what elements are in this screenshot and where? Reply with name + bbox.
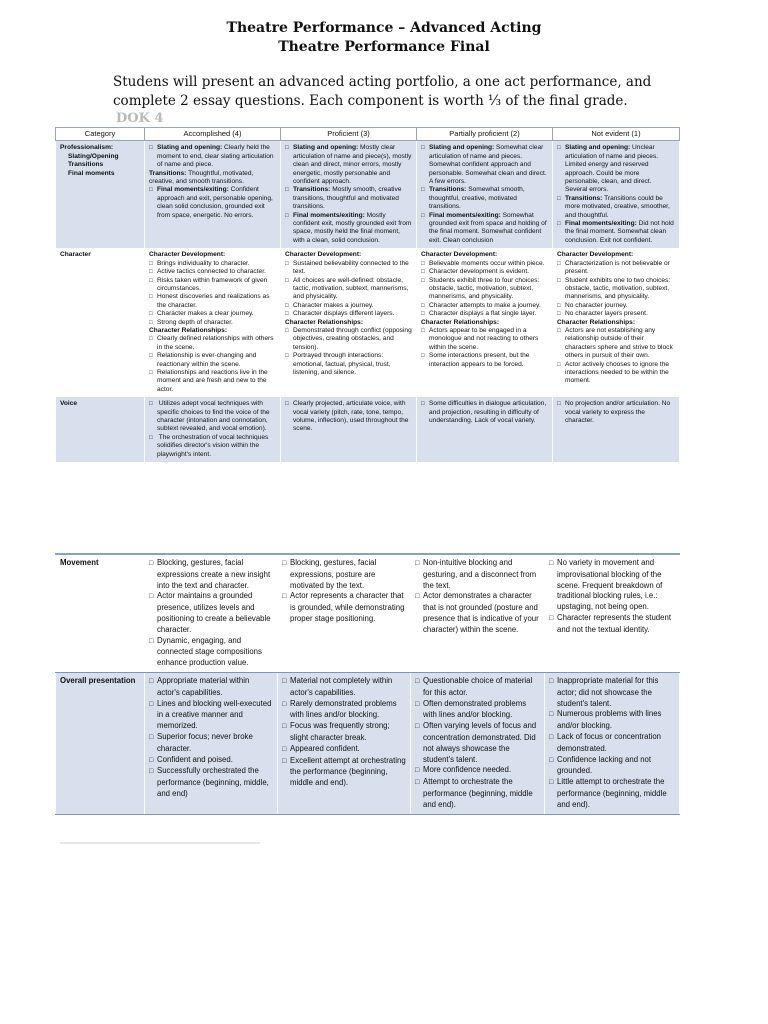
criterion-text: Active tactics connected to character. bbox=[157, 268, 266, 276]
criteria-cell bbox=[417, 248, 553, 397]
criterion-item bbox=[285, 144, 412, 186]
criteria-cell bbox=[145, 397, 281, 462]
criterion-item bbox=[415, 591, 540, 635]
criterion-text: Inappropriate material for this actor; did not showcase the student's talent. bbox=[557, 675, 659, 708]
criterion-item bbox=[149, 400, 276, 434]
criterion-item bbox=[421, 327, 548, 352]
criterion-item bbox=[415, 721, 540, 765]
criterion-item bbox=[549, 709, 675, 732]
category-cell bbox=[56, 248, 145, 397]
criterion-text: Actors are not establishing any relationship outside of their characters sphere and strive to block others in pursuit of their own. bbox=[565, 326, 673, 360]
criterion-text: Rarely demonstrated problems with lines and/or blocking. bbox=[290, 698, 397, 720]
criterion-item bbox=[549, 755, 675, 778]
criteria-cell bbox=[553, 248, 680, 397]
criterion-label: Slating and opening: bbox=[157, 144, 223, 152]
criterion-item bbox=[282, 721, 406, 744]
criterion-item bbox=[557, 327, 675, 361]
criterion-text: Confidence lacking and not grounded. bbox=[557, 754, 652, 776]
criterion-text: Somewhat smooth, thoughtful, creative, motivated transitions. bbox=[429, 186, 525, 211]
criterion-item bbox=[421, 144, 548, 186]
criterion-text: Somewhat clear articulation of name and pieces. Somewhat confident approach and personable. Somewhat clean and direct. A few errors. bbox=[429, 144, 547, 186]
criteria-cell bbox=[545, 554, 680, 672]
criterion-item bbox=[149, 170, 276, 187]
criterion-label: Final moments/exiting: bbox=[565, 220, 637, 228]
criterion-heading: Character Development: bbox=[285, 251, 362, 259]
criterion-item bbox=[282, 676, 406, 699]
criterion-text: Students exhibit three to four choices: obstacle, tactic, motivation, subtext, mannerisms, and physicality. bbox=[429, 276, 540, 301]
criterion-item bbox=[149, 268, 276, 276]
criterion-item bbox=[285, 400, 412, 434]
criterion-item bbox=[557, 260, 675, 277]
criterion-text: Actors appear to be engaged in a monologue and not reacting to others within the scene. bbox=[429, 326, 539, 351]
criterion-item bbox=[549, 777, 675, 810]
criterion-item bbox=[285, 212, 412, 246]
criterion-item bbox=[282, 744, 406, 756]
rubric-header-row bbox=[56, 128, 680, 141]
header-category: Category bbox=[56, 128, 145, 141]
criterion-text: Clearly defined relationships with others in the scene. bbox=[157, 335, 274, 351]
criterion-item bbox=[421, 302, 548, 310]
criterion-text: Somewhat grounded exit from space and holding of the final moment. Somewhat confident exit. Clean conclusion bbox=[429, 211, 547, 244]
criterion-text: Some interactions present, but the interaction appears to be forced. bbox=[429, 352, 530, 368]
header-proficient: Proficient (3) bbox=[281, 128, 417, 141]
criterion-item bbox=[149, 699, 273, 732]
criterion-text: Lines and blocking well-executed in a creative manner and memorized. bbox=[157, 698, 272, 731]
criterion-label: Transitions: bbox=[429, 186, 467, 194]
criterion-text: Clearly projected, articulate voice, with vocal variety (pitch, rate, tone, tempo, volume, inflection), used throughout the scene. bbox=[293, 400, 409, 433]
criterion-heading: Character Relationships: bbox=[285, 318, 364, 326]
criterion-label: Transitions: bbox=[149, 169, 187, 177]
criterion-text: Brings individuality to character. bbox=[157, 259, 250, 267]
criterion-item bbox=[149, 319, 276, 327]
criterion-text: Confident and poised. bbox=[157, 754, 233, 764]
rubric-table-lower bbox=[55, 553, 680, 815]
criterion-item bbox=[149, 558, 273, 591]
criterion-label: Slating and opening: bbox=[565, 144, 631, 152]
criterion-item bbox=[421, 268, 548, 276]
criterion-text: Successfully orchestrated the performance (beginning, middle, and end) bbox=[157, 766, 269, 798]
criterion-text: Dynamic, engaging, and connected stage compositions enhance production value. bbox=[157, 635, 262, 668]
criterion-item bbox=[282, 591, 406, 624]
criterion-text: Questionable choice of material for this actor. bbox=[423, 675, 533, 697]
criterion-text: Confident approach and exit, personable opening, clean solid conclusion, grounded exit from space, energetic. No errors. bbox=[157, 186, 273, 219]
criterion-item bbox=[149, 636, 273, 669]
criterion-label: Final moments/exiting: bbox=[293, 211, 365, 219]
criterion-text: Sustained believability connected to the text. bbox=[293, 259, 409, 276]
criteria-cell bbox=[553, 397, 680, 462]
criterion-item bbox=[149, 335, 276, 352]
criteria-cell bbox=[281, 248, 417, 397]
criterion-label: Final moments/exiting: bbox=[429, 211, 501, 219]
criteria-cell bbox=[145, 248, 281, 397]
criterion-text: Did not hold the final moment. Somewhat clean conclusion. Exit not confident. bbox=[565, 220, 674, 244]
category-cell bbox=[56, 141, 145, 248]
criterion-item bbox=[149, 676, 273, 699]
criterion-item bbox=[557, 302, 675, 310]
criterion-item bbox=[415, 699, 540, 722]
criteria-cell bbox=[145, 672, 278, 814]
rubric-row bbox=[56, 248, 680, 397]
criterion-item bbox=[557, 195, 675, 220]
criterion-text: Clearly held the moment to end, clear slating articulation of name and piece. bbox=[157, 144, 274, 169]
criterion-text: Strong depth of character. bbox=[157, 318, 233, 326]
criterion-text: Little attempt to orchestrate the performance (beginning, middle and end). bbox=[557, 777, 667, 809]
criterion-item bbox=[149, 591, 273, 635]
criterion-text: Actor represents a character that is grounded, while demonstrating proper stage positioning. bbox=[290, 591, 405, 623]
criterion-text: Mostly smooth, creative transitions, thoughtful and motivated transitions. bbox=[293, 186, 402, 211]
criteria-cell bbox=[145, 554, 278, 672]
criterion-text: Portrayed through interactions: emotional, factual, physical, trust, listening, and silence. bbox=[293, 352, 391, 376]
criterion-text: No variety in movement and improvisational blocking of the scene. Frequent breakdown of traditional blocking rules, i.e.: upstaging, not being open. bbox=[557, 558, 663, 612]
criterion-text: Often demonstrated problems with lines and/or blocking. bbox=[423, 698, 527, 720]
criterion-label: Slating and opening: bbox=[293, 144, 359, 152]
criterion-text: More confidence needed. bbox=[423, 765, 511, 775]
header-accomplished: Accomplished (4) bbox=[145, 128, 281, 141]
criterion-item bbox=[421, 277, 548, 302]
criteria-cell bbox=[281, 141, 417, 248]
criterion-item bbox=[421, 186, 548, 211]
rubric-row bbox=[56, 672, 680, 814]
criterion-text: Blocking, gestures, facial expressions create a new insight into the text and character. bbox=[157, 558, 271, 590]
criterion-item bbox=[285, 310, 412, 318]
rubric-row bbox=[56, 141, 680, 248]
criterion-text: Excellent attempt at orchestrating the performance (beginning, middle and end). bbox=[290, 755, 406, 788]
criterion-item bbox=[149, 144, 276, 169]
criterion-item bbox=[549, 558, 675, 613]
criterion-text: Unclear articulation of name and pieces. Limited energy and reserved approach. Could be more personable, clean, and direct. Several errors. bbox=[565, 144, 659, 194]
criterion-item bbox=[421, 310, 548, 318]
subcategory-label: Final moments bbox=[68, 169, 115, 177]
criterion-text: Thoughtful, motivated, creative, and smooth transitions. bbox=[149, 169, 254, 186]
criteria-cell bbox=[417, 397, 553, 462]
criterion-label: Transitions: bbox=[293, 186, 331, 194]
criterion-text: Character makes a journey. bbox=[293, 301, 374, 309]
rubric-row bbox=[56, 397, 680, 462]
criterion-item bbox=[421, 212, 548, 246]
criterion-text: Believable moments occur within piece. bbox=[429, 259, 545, 267]
criterion-text: Transitions could be more motivated, creative, smoother, and thoughtful. bbox=[565, 194, 670, 219]
category-label: Movement bbox=[60, 558, 99, 567]
criterion-item bbox=[421, 400, 548, 425]
criterion-text: Honest discoveries and realizations as the character. bbox=[157, 293, 270, 309]
criterion-item bbox=[149, 352, 276, 369]
criterion-item bbox=[549, 613, 675, 636]
criteria-cell bbox=[278, 672, 411, 814]
criterion-text: Character development is evident. bbox=[429, 268, 530, 276]
criterion-text: Actor actively chooses to ignore the interactions needed to be within the moment. bbox=[565, 360, 670, 385]
criterion-text: Material not completely within actor's capabilities. bbox=[290, 675, 393, 697]
criterion-text: No character journey. bbox=[565, 301, 628, 309]
criterion-text: Attempt to orchestrate the performance (beginning, middle and end). bbox=[423, 777, 533, 809]
criterion-text: Character displays different layers. bbox=[293, 310, 395, 318]
category-label: Voice bbox=[60, 400, 78, 408]
criterion-item bbox=[557, 361, 675, 386]
criterion-item bbox=[149, 260, 276, 268]
criterion-text: Numerous problems with lines and/or blocking. bbox=[557, 709, 662, 731]
criterion-heading: Character Relationships: bbox=[421, 318, 500, 326]
criterion-text: Appropriate material within actor's capabilities. bbox=[157, 675, 250, 697]
category-cell bbox=[56, 554, 145, 672]
rubric-table-upper bbox=[55, 127, 680, 462]
criterion-text: Mostly confident exit, mostly grounded exit from space, mostly held the final moment, with a clean, solid conclusion. bbox=[293, 211, 412, 244]
criterion-text: Relationships and reactions live in the moment and are fresh and new to the actor. bbox=[157, 368, 268, 393]
criterion-item bbox=[149, 755, 273, 767]
criterion-heading: Character Development: bbox=[421, 251, 498, 259]
criterion-item bbox=[285, 277, 412, 302]
criterion-text: Some difficulties in dialogue articulation, and projection, resulting in difficulty of understanding. Lack of vocal variety. bbox=[429, 400, 547, 424]
criterion-item bbox=[149, 434, 276, 459]
category-cell bbox=[56, 397, 145, 462]
criterion-text: Demonstrated through conflict (opposing objectives, creating obstacles, and tension). bbox=[293, 326, 412, 351]
criterion-text: Actor maintains a grounded presence, utilizes levels and positioning to create a believable character. bbox=[157, 591, 271, 634]
criterion-item bbox=[557, 310, 675, 318]
criterion-text: Focus was frequently strong; slight character break. bbox=[290, 721, 390, 742]
criterion-item bbox=[149, 732, 273, 755]
criterion-item bbox=[415, 765, 540, 777]
rubric-row bbox=[56, 554, 680, 672]
criterion-text: Actor demonstrates a character that is not grounded (posture and presence that is indicative of your character) within the scene. bbox=[423, 591, 539, 634]
criteria-cell bbox=[145, 141, 281, 248]
criterion-item bbox=[557, 400, 675, 425]
criterion-text: Utilizes adept vocal techniques with specific choices to find the voice of the character (intonation and connotation, subtext revealed, and vocal emotion). bbox=[157, 400, 270, 433]
criterion-item bbox=[421, 260, 548, 268]
criterion-text: Characterization is not believable or present. bbox=[565, 259, 670, 276]
subcategory-label: Transitions bbox=[68, 161, 104, 169]
criterion-item bbox=[285, 352, 412, 377]
category-label: Overall presentation bbox=[60, 675, 136, 685]
criterion-item bbox=[149, 186, 276, 220]
criterion-text: Character makes a clear journey. bbox=[157, 310, 254, 318]
category-label: Character bbox=[60, 251, 91, 259]
criterion-item bbox=[285, 260, 412, 277]
criterion-text: Superior focus; never broke character. bbox=[157, 731, 253, 753]
criterion-heading: Character Relationships: bbox=[557, 318, 636, 326]
criterion-text: Character displays a flat single layer. bbox=[429, 310, 537, 318]
criteria-cell bbox=[417, 141, 553, 248]
criterion-item bbox=[549, 676, 675, 709]
header-partially-proficient: Partially proficient (2) bbox=[417, 128, 553, 141]
criterion-item bbox=[149, 277, 276, 294]
criterion-text: Mostly clear articulation of name and piece(s), mostly clean and direct, minor errors, mostly energetic, mostly personable and confident approach. bbox=[293, 144, 412, 186]
criterion-label: Transitions: bbox=[565, 194, 603, 202]
subcategory-label: Slating/Opening bbox=[68, 152, 119, 160]
criterion-item bbox=[285, 186, 412, 211]
criterion-label: Final moments/exiting: bbox=[157, 186, 229, 194]
criteria-cell bbox=[411, 672, 545, 814]
criterion-text: Relationship is ever-changing and reactionary within the scene. bbox=[157, 352, 257, 368]
criterion-heading: Character Development: bbox=[557, 251, 634, 259]
criterion-item bbox=[549, 732, 675, 755]
criterion-item bbox=[415, 558, 540, 591]
category-label: Professionalism: bbox=[60, 144, 114, 152]
criteria-cell bbox=[545, 672, 680, 814]
dok-label: DOK 4 bbox=[116, 111, 164, 126]
criterion-text: The orchestration of vocal techniques solidifies director's vision within the playwright's intent. bbox=[157, 433, 269, 458]
criterion-text: Student exhibits one to two choices: obstacle, tactic, motivation, subtext, mannerisms, and physicality. bbox=[565, 276, 671, 301]
criterion-label: Slating and opening: bbox=[429, 144, 495, 152]
criterion-item bbox=[282, 699, 406, 722]
criterion-text: All choices are well-defined: obstacle, tactic, motivation, subtext, mannerisms, and physicality. bbox=[293, 276, 409, 301]
criterion-item bbox=[415, 676, 540, 699]
criterion-text: No projection and/or articulation. No vocal variety to express the character. bbox=[565, 400, 671, 424]
criteria-cell bbox=[281, 397, 417, 462]
criterion-item bbox=[149, 293, 276, 310]
criterion-item bbox=[285, 327, 412, 352]
intro-paragraph: Studens will present an advanced acting portfolio, a one act performance, and complete 2 essay questions. Each component is worth ⅓ of the final grade. bbox=[113, 74, 652, 109]
criterion-item bbox=[415, 777, 540, 810]
criterion-heading: Character Development: bbox=[149, 251, 226, 259]
document-title: Theatre Performance – Advanced Acting bbox=[226, 20, 542, 36]
criterion-text: Appeared confident. bbox=[290, 743, 360, 753]
criteria-cell bbox=[278, 554, 411, 672]
criterion-item bbox=[557, 277, 675, 302]
criterion-item bbox=[149, 310, 276, 318]
faint-footnote-line bbox=[60, 842, 260, 844]
document-subtitle: Theatre Performance Final bbox=[278, 39, 490, 55]
criterion-item bbox=[149, 369, 276, 394]
criterion-heading: Character Relationships: bbox=[149, 326, 228, 334]
criterion-item bbox=[282, 558, 406, 591]
criterion-text: No character layers present. bbox=[565, 310, 648, 318]
criterion-text: Blocking, gestures, facial expressions, posture are motivated by the text. bbox=[290, 558, 377, 590]
criterion-item bbox=[282, 756, 406, 789]
criteria-cell bbox=[553, 141, 680, 248]
criterion-text: Character represents the student and not the textual identity. bbox=[557, 612, 671, 634]
category-cell bbox=[56, 672, 145, 814]
criterion-item bbox=[285, 302, 412, 310]
criteria-cell bbox=[411, 554, 545, 672]
criterion-text: Character attempts to make a journey. bbox=[429, 301, 541, 309]
criterion-item bbox=[421, 352, 548, 369]
criterion-text: Risks taken within framework of given circumstances. bbox=[157, 276, 268, 292]
criterion-text: Often varying levels of focus and concentration demonstrated. Did not always showcase the student's talent. bbox=[423, 721, 537, 764]
criterion-item bbox=[557, 144, 675, 194]
criterion-item bbox=[149, 766, 273, 799]
criterion-text: Non-intuitive blocking and gesturing, and a disconnect from the text. bbox=[423, 558, 537, 590]
criterion-item bbox=[557, 220, 675, 245]
header-not-evident: Not evident (1) bbox=[553, 128, 680, 141]
criterion-text: Lack of focus or concentration demonstrated. bbox=[557, 731, 662, 753]
